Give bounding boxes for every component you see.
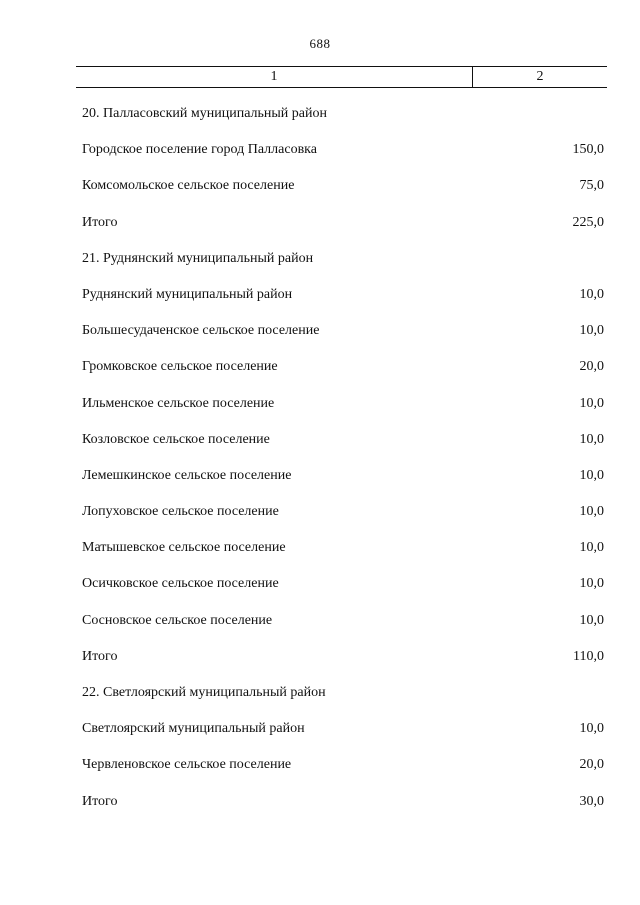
table-row <box>82 458 604 494</box>
row-label: Руднянский муниципальный район <box>82 286 293 302</box>
row-value: 20,0 <box>579 359 604 375</box>
row-label: Городское поселение город Палласовка <box>82 142 317 158</box>
page-number: 688 <box>309 36 331 51</box>
row-value: 150,0 <box>572 142 604 158</box>
row-value: 10,0 <box>579 721 604 737</box>
table-header-col-2: 2 <box>536 69 544 84</box>
row-label: Лопуховское сельское поселение <box>82 504 279 520</box>
table-row <box>82 168 604 204</box>
row-value: 20,0 <box>579 757 604 773</box>
table-row <box>82 386 604 422</box>
row-value: 30,0 <box>579 793 604 809</box>
row-value: 10,0 <box>579 540 604 556</box>
row-value: 10,0 <box>579 395 604 411</box>
table-row <box>82 494 604 530</box>
row-label: Светлоярский муниципальный район <box>82 721 305 737</box>
table-row <box>82 603 604 639</box>
table-row <box>82 205 604 241</box>
table-row <box>82 530 604 566</box>
row-value: 75,0 <box>579 178 604 194</box>
table-row <box>82 277 604 313</box>
row-label: Большесудаченское сельское поселение <box>82 323 320 339</box>
row-label: Осичковское сельское поселение <box>82 576 279 592</box>
row-label: Сосновское сельское поселение <box>82 612 273 628</box>
table-header <box>76 66 607 88</box>
row-label: Козловское сельское поселение <box>82 431 270 447</box>
row-label: Ильменское сельское поселение <box>82 395 275 411</box>
table-row <box>82 422 604 458</box>
row-label: Итого <box>82 214 118 230</box>
row-value: 110,0 <box>573 648 604 664</box>
row-value: 225,0 <box>572 214 604 230</box>
row-value: 10,0 <box>579 323 604 339</box>
row-label: Громковское сельское поселение <box>82 359 278 375</box>
row-value: 10,0 <box>579 576 604 592</box>
row-label: Итого <box>82 648 118 664</box>
row-label: Лемешкинское сельское поселение <box>82 467 292 483</box>
table-row <box>82 313 604 349</box>
table-row <box>82 784 604 820</box>
table-row <box>82 349 604 385</box>
row-label: Матышевское сельское поселение <box>82 540 286 556</box>
table-row <box>82 132 604 168</box>
table-body <box>82 96 604 820</box>
table-row <box>82 711 604 747</box>
row-value: 10,0 <box>579 467 604 483</box>
row-label: 21. Руднянский муниципальный район <box>82 250 314 266</box>
table-row <box>82 96 604 132</box>
row-value: 10,0 <box>579 431 604 447</box>
row-label: Комсомольское сельское поселение <box>82 178 295 194</box>
row-label: Итого <box>82 793 118 809</box>
row-label: 20. Палласовский муниципальный район <box>82 106 327 121</box>
row-label: 22. Светлоярский муниципальный район <box>82 685 326 700</box>
row-label: Червленовское сельское поселение <box>82 757 292 773</box>
table-row <box>82 566 604 602</box>
table-row <box>82 241 604 277</box>
row-value: 10,0 <box>579 612 604 628</box>
table-row <box>82 675 604 711</box>
row-value: 10,0 <box>579 286 604 302</box>
table-header-col-1: 1 <box>76 67 473 87</box>
table-row <box>82 747 604 783</box>
table-row <box>82 639 604 675</box>
row-value: 10,0 <box>579 504 604 520</box>
